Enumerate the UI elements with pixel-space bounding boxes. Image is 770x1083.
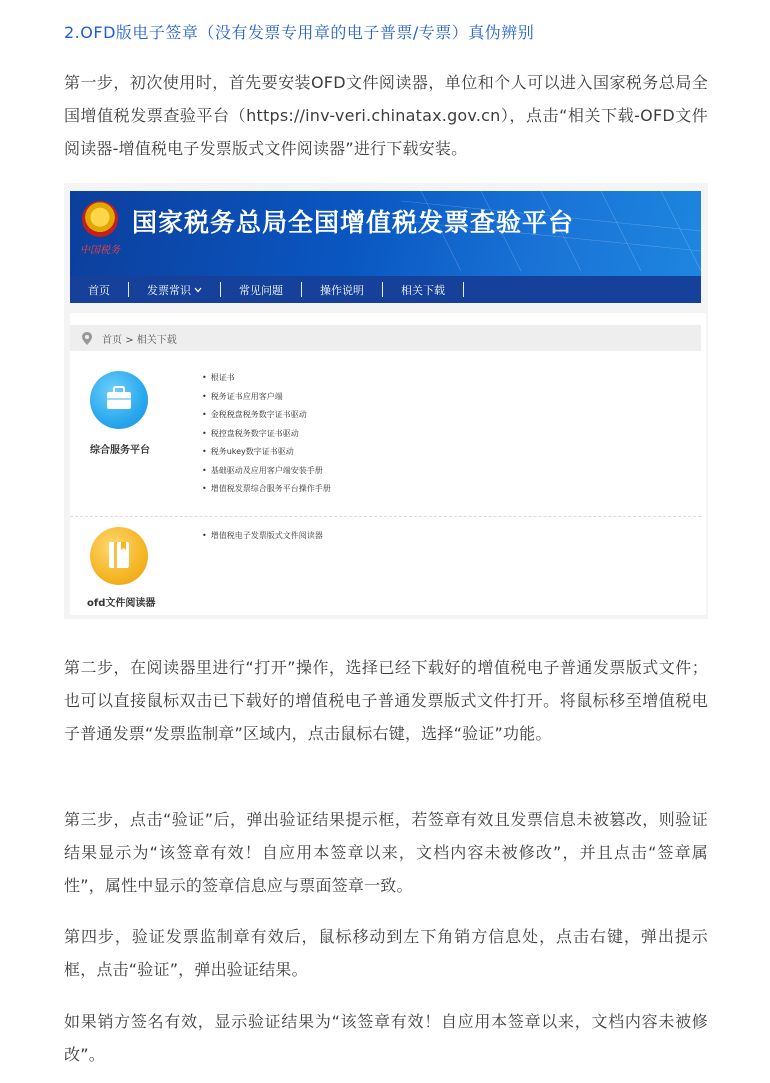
- nav-home-label: 首页: [88, 283, 110, 297]
- nav-downloads-label: 相关下载: [401, 283, 445, 297]
- breadcrumb-home[interactable]: 首页: [102, 334, 122, 346]
- nav-invoice-knowledge-label: 发票常识: [147, 283, 191, 297]
- tax-emblem-icon: [82, 201, 118, 237]
- nav-faq[interactable]: [221, 282, 301, 298]
- link-install-manual[interactable]: • 基础驱动及应用客户端安装手册: [202, 462, 331, 481]
- nav-instructions-label: 操作说明: [320, 283, 364, 297]
- nav-separator: [220, 282, 221, 297]
- step4-paragraph: 第四步，验证发票监制章有效后，鼠标移动到左下角销方信息处，点击右键，弹出提示框，点击“验证”，弹出验证结果。: [64, 927, 708, 979]
- link-ofd-reader[interactable]: • 增值税电子发票版式文件阅读器: [202, 527, 323, 546]
- site-navbar: [70, 276, 701, 303]
- service-platform-icon[interactable]: [90, 371, 148, 429]
- link-root-cert[interactable]: • 根证书: [202, 369, 331, 388]
- step1-paragraph: 第一步，初次使用时，首先要安装OFD文件阅读器，单位和个人可以进入国家税务总局全国增值税发票查验平台（https://inv-veri.chinatax.gov.cn），点击“相关下载-OFD文件阅读器-增值税电子发票版式文件阅读器”进行下载安装。: [64, 73, 708, 158]
- service-platform-label: 综合服务平台: [90, 445, 150, 456]
- section-divider: [70, 516, 701, 517]
- ofd-reader-label: ofd文件阅读器: [87, 598, 156, 609]
- ofd-reader-icon[interactable]: [90, 527, 148, 585]
- mobile-text: 中国税务: [80, 245, 120, 256]
- book-icon: [90, 527, 148, 585]
- link-tax-control-driver[interactable]: • 税控盘税务数字证书驱动: [202, 425, 331, 444]
- nav-separator: [463, 282, 464, 297]
- briefcase-icon: [90, 371, 148, 429]
- breadcrumb-current: 相关下载: [136, 334, 177, 346]
- nav-faq-label: 常见问题: [239, 283, 283, 297]
- breadcrumb: [70, 325, 701, 351]
- result-paragraph: 如果销方签名有效，显示验证结果为“该签章有效！自应用本签章以来，文档内容未被修改”。: [64, 1012, 708, 1064]
- breadcrumb-separator: >: [125, 334, 134, 346]
- step3-paragraph: 第三步，点击“验证”后，弹出验证结果提示框，若签章有效且发票信息未被篡改，则验证结果显示为“该签章有效！自应用本签章以来，文档内容未被修改”，并且点击“签章属性”，属性中显示的签章信息应与票面签章一致。: [64, 810, 708, 895]
- nav-separator: [128, 282, 129, 297]
- ofd-reader-links: [202, 527, 323, 546]
- nav-invoice-knowledge[interactable]: [129, 282, 220, 298]
- nav-home[interactable]: [70, 282, 128, 298]
- link-golden-tax-driver[interactable]: • 金税税盘税务数字证书驱动: [202, 406, 331, 425]
- link-ukey-driver[interactable]: • 税务ukey数字证书驱动: [202, 443, 331, 462]
- nav-instructions[interactable]: [302, 282, 382, 298]
- site-banner: [70, 191, 701, 303]
- nav-downloads[interactable]: [383, 282, 463, 298]
- nav-separator: [301, 282, 302, 297]
- section-heading: 2.OFD版电子签章（没有发票专用章的电子普票/专票）真伪辨别: [64, 23, 535, 42]
- site-screenshot: [64, 183, 708, 619]
- link-platform-manual[interactable]: • 增值税发票综合服务平台操作手册: [202, 480, 331, 499]
- nav-separator: [382, 282, 383, 297]
- step2-paragraph: 第二步，在阅读器里进行“打开”操作，选择已经下载好的增值税电子普通发票版式文件；也可以直接鼠标双击已下载好的增值税电子普通发票版式文件打开。将鼠标移至增值税电子普通发票“发票监制章”区域内，点击鼠标右键，选择“验证”功能。: [64, 658, 708, 743]
- downloads-panel: [70, 313, 706, 615]
- location-pin-icon: [82, 332, 92, 345]
- chevron-down-icon: [194, 287, 202, 293]
- service-platform-links: [202, 369, 331, 499]
- site-title: 国家税务总局全国增值税发票查验平台: [132, 208, 575, 237]
- link-cert-client[interactable]: • 税务证书应用客户端: [202, 388, 331, 407]
